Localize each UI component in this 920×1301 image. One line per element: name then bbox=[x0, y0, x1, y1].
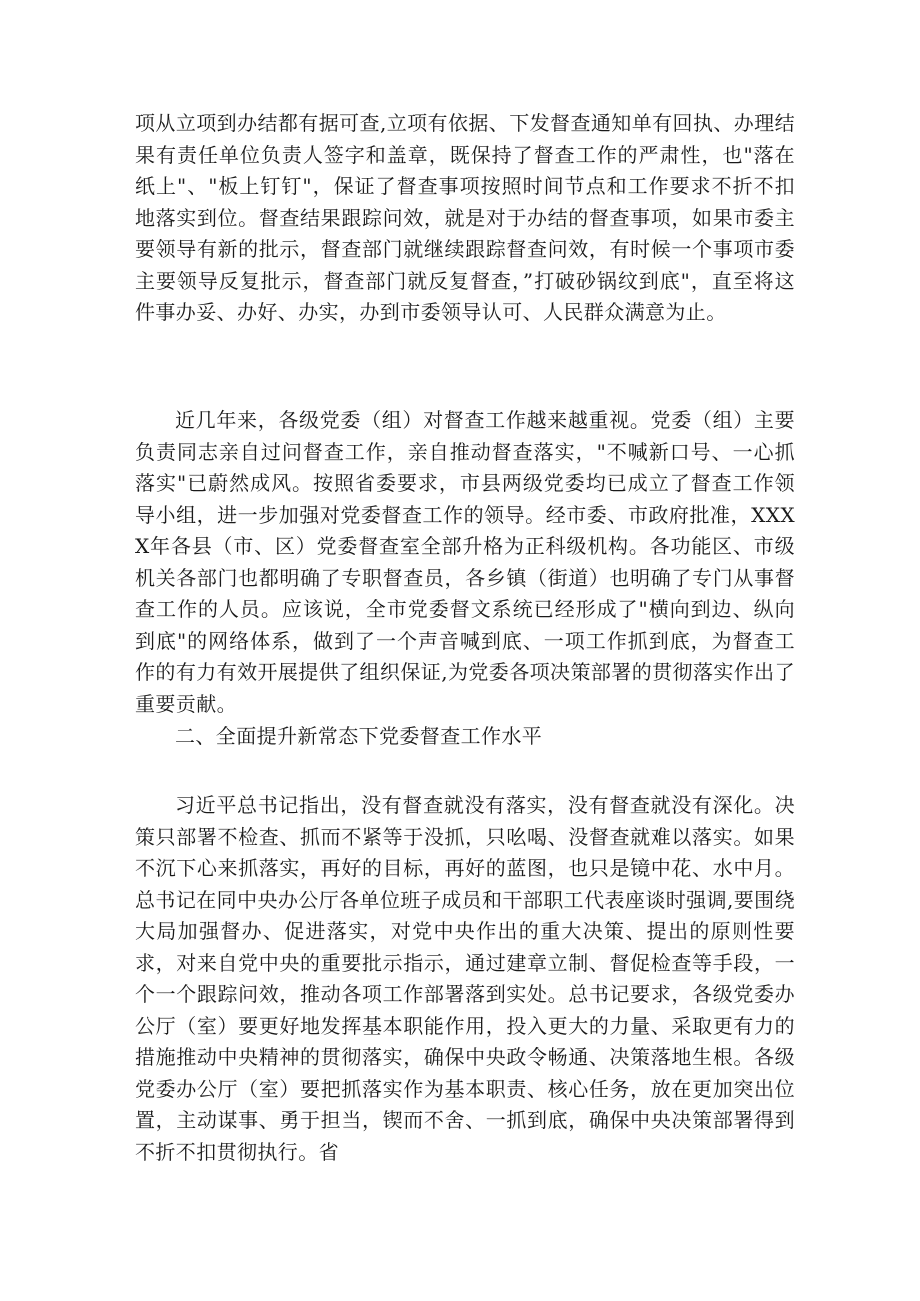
paragraph-xi-jinping-quote: 习近平总书记指出，没有督查就没有落实，没有督查就没有深化。决策只部署不检查、抓而不紧等于没抓，只吆喝、没督查就难以落实。如果不沉下心来抓落实，再好的目标，再好的蓝图，也只是镜中花、水中月。总书记在同中央办公厅各单位班子成员和干部职工代表座谈时强调,要围绕大局加强督办、促进落实，对党中央作出的重大决策、提出的原则性要求，对来自党中央的重要批示指示，通过建章立制、督促检查等手段，一个一个跟踪问效，推动各项工作部署落到实处。总书记要求，各级党委办公厅（室）要更好地发挥基本职能作用，投入更大的力量、采取更有力的措施推动中央精神的贯彻落实，确保中央政令畅通、决策落地生根。各级党委办公厅（室）要把抓落实作为基本职责、核心任务，放在更加突出位置，主动谋事、勇于担当，锲而不舍、一抓到底，确保中央决策部署得到不折不扣贯彻执行。省 bbox=[135, 793, 795, 1164]
section-heading: 二、全面提升新常态下党委督查工作水平 bbox=[175, 724, 543, 748]
paragraph-party-committee-attention: 近几年来，各级党委（组）对督查工作越来越重视。党委（组）主要负责同志亲自过问督查工作，亲自推动督查落实，"不喊新口号、一心抓落实"已蔚然成风。按照省委要求，市县两级党委均已成立了督查工作领导小组，进一步加强对党委督查工作的领导。经市委、市政府批准，XXXX年各县（市、区）党委督查室全部升格为正科级机构。各功能区、市级机关各部门也都明确了专职督查员，各乡镇（街道）也明确了专门从事督查工作的人员。应该说，全市党委督文系统已经形成了"横向到边、纵向到底"的网络体系，做到了一个声音喊到底、一项工作抓到底，为督查工作的有力有效开展提供了组织保证,为党委各项决策部署的贯彻落实作出了重要贡献。 bbox=[135, 408, 795, 716]
paragraph-supervision-tracking: 项从立项到办结都有据可查,立项有依据、下发督查通知单有回执、办理结果有责任单位负责人签字和盖章，既保持了督查工作的严肃性，也"落在纸上"、"板上钉钉"，保证了督查事项按照时间节点和工作要求不折不扣地落实到位。督查结果跟踪问效，就是对于办结的督查事项，如果市委主要领导有新的批示，督查部门就继续跟踪督查问效，有时候一个事项市委主要领导反复批示，督查部门就反复督查，”打破砂锅纹到底"，直至将这件事办妥、办好、办实，办到市委领导认可、人民群众满意为止。 bbox=[135, 111, 795, 324]
